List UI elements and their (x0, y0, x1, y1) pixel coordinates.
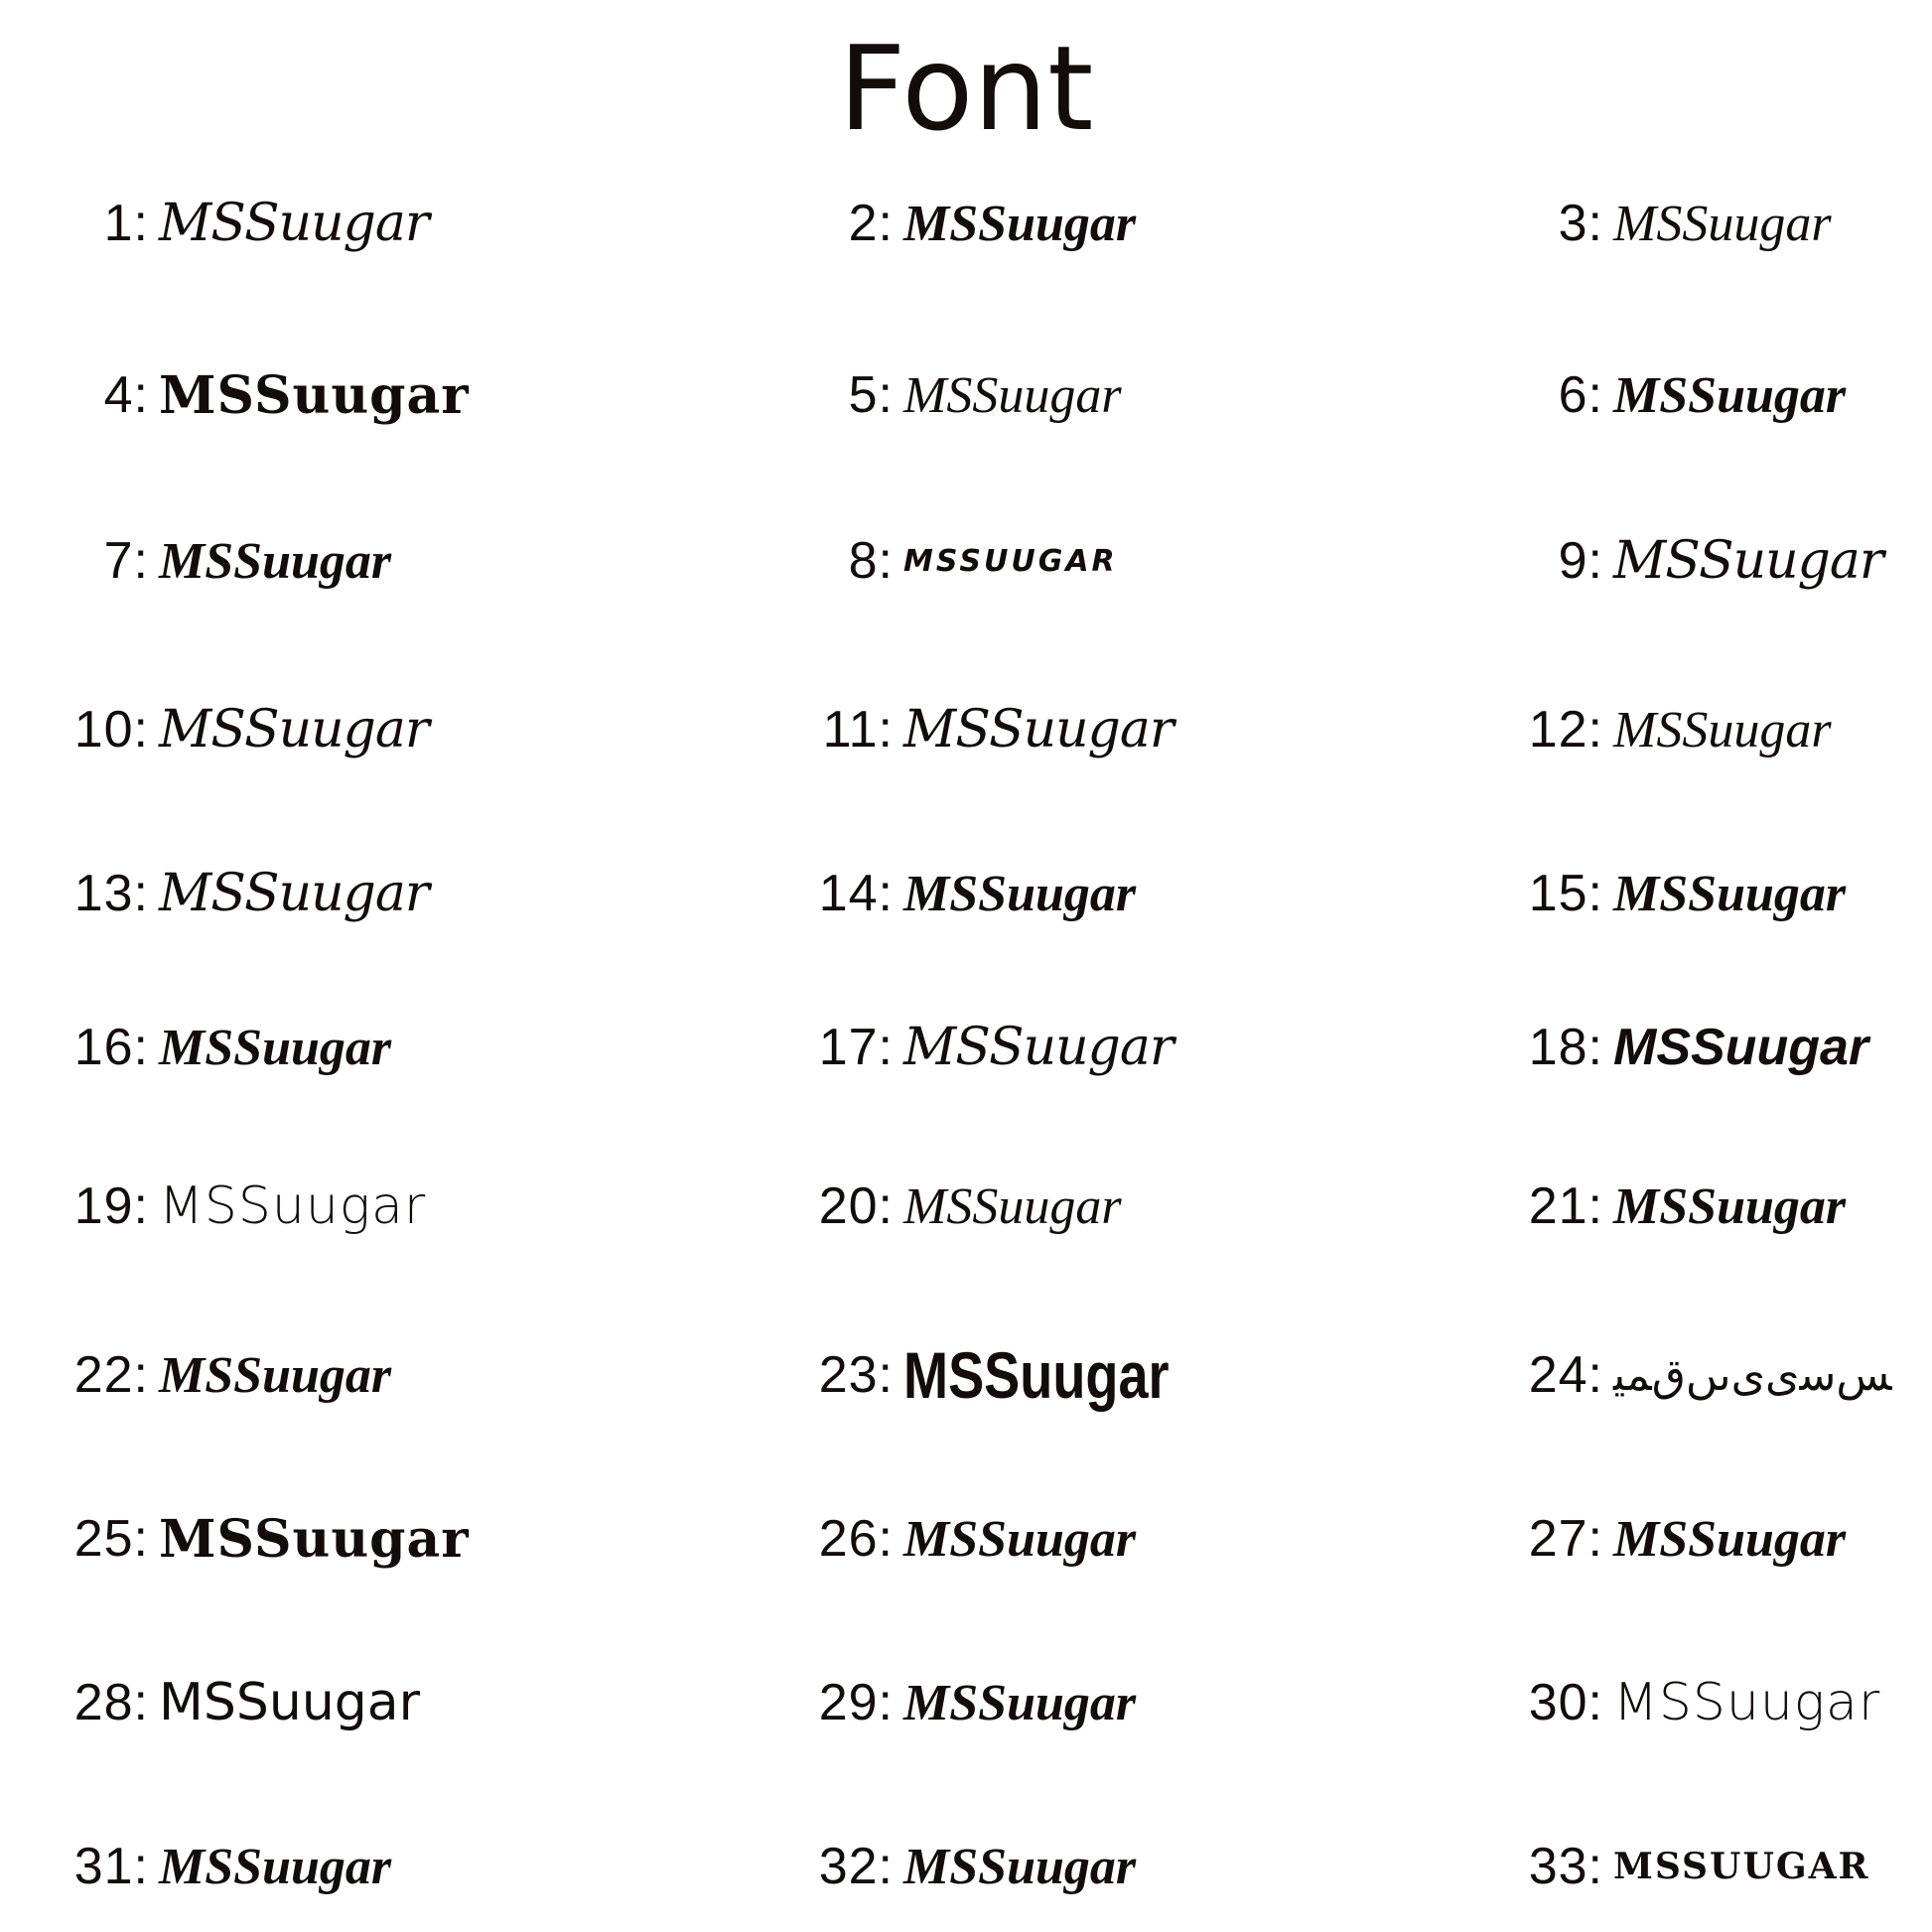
font-sample-number: 9: (1558, 532, 1603, 590)
font-sample-3 (1509, 179, 1883, 268)
font-sample-21 (1509, 1162, 1883, 1251)
font-sample-text: MSSuugar (159, 1176, 427, 1236)
font-sample-number: 19: (73, 1177, 149, 1235)
font-sample-text: MSSuugar (1613, 366, 1847, 424)
font-sample-27 (1509, 1494, 1883, 1584)
font-sample-text: MSSuugar (1613, 1177, 1847, 1235)
font-sample-26 (794, 1494, 1173, 1584)
font-sample-text: MSSUUGAR (903, 543, 1118, 579)
font-sample-number: 5: (848, 366, 894, 424)
font-sample-number: 20: (818, 1177, 894, 1235)
font-sample-11 (794, 685, 1173, 774)
font-sample-text: MSSuugar (159, 194, 429, 253)
font-sample-33 (1509, 1822, 1883, 1911)
font-sample-number: 22: (73, 1346, 149, 1404)
font-sample-text: MSSuugar (1613, 1673, 1881, 1732)
font-sample-number: 14: (818, 865, 894, 922)
font-sample-text: MSSuugar (1613, 701, 1832, 759)
font-sample-8 (794, 516, 1173, 606)
font-sample-32 (794, 1822, 1173, 1911)
font-sample-text: MSSuugar (159, 700, 429, 759)
font-sample-number: 31: (73, 1838, 149, 1895)
font-sample-number: 17: (818, 1019, 894, 1076)
font-sample-text: MSSuugar (903, 1510, 1137, 1568)
font-sample-number: 12: (1528, 701, 1603, 759)
font-sample-28 (58, 1658, 429, 1747)
font-sample-text: MSSuugar (1613, 531, 1883, 591)
font-sample-text: MSSuugar (159, 864, 429, 923)
font-sample-text: MSSuugar (1613, 1510, 1847, 1568)
font-sample-6 (1509, 350, 1883, 440)
font-sample-number: 16: (73, 1019, 149, 1076)
font-sample-text: MSSuugar (159, 1673, 421, 1732)
font-sample-29 (794, 1658, 1173, 1747)
font-sample-number: 4: (103, 366, 149, 424)
font-sample-text: MSSuugar (1613, 1019, 1869, 1076)
font-sample-18 (1509, 1003, 1883, 1092)
font-sample-number: 26: (818, 1510, 894, 1568)
font-sample-number: 2: (848, 195, 894, 252)
font-sample-number: 13: (73, 865, 149, 922)
font-sample-number: 33: (1528, 1838, 1603, 1895)
font-sample-25 (58, 1494, 470, 1584)
font-sample-number: 6: (1558, 366, 1603, 424)
font-sample-30 (1509, 1658, 1883, 1747)
font-sample-text: MSSuugar (903, 195, 1137, 252)
font-sample-19 (58, 1162, 429, 1251)
font-sample-4 (58, 350, 470, 440)
font-sample-14 (794, 849, 1173, 938)
font-sample-number: 27: (1528, 1510, 1603, 1568)
font-sample-text: MSSuugar (903, 1674, 1137, 1731)
font-sample-text: MSSuugar (159, 1346, 392, 1404)
page-title: Font (838, 20, 1094, 157)
font-sample-text: MSSUUGAR (1613, 1846, 1870, 1887)
font-sample-number: 28: (73, 1674, 149, 1731)
font-sample-number: 3: (1558, 195, 1603, 252)
font-sample-23 (794, 1330, 1173, 1420)
font-sample-number: 18: (1528, 1019, 1603, 1076)
font-sample-2 (794, 179, 1173, 268)
font-sample-13 (58, 849, 429, 938)
font-sample-text: MSSuugar (159, 1019, 392, 1076)
font-sample-text: MSSuugar (903, 1177, 1122, 1235)
font-sample-text: MSSuugar (159, 1838, 392, 1895)
font-sample-1 (58, 179, 429, 268)
font-sample-20 (794, 1162, 1173, 1251)
font-sample-12 (1509, 685, 1883, 774)
font-sample-number: 1: (103, 195, 149, 252)
font-sample-number: 8: (848, 532, 894, 590)
font-sample-15 (1509, 849, 1883, 938)
font-sample-22 (58, 1330, 429, 1420)
font-sample-text: MSSuugar (159, 364, 470, 426)
font-sample-text: ﺲﺳیﯼںںﻕﻤﯿ (1613, 1349, 1892, 1401)
font-sample-number: 11: (822, 701, 894, 759)
font-sample-17 (794, 1003, 1173, 1092)
font-sample-text: MSSuugar (903, 865, 1137, 922)
font-sample-10 (58, 685, 429, 774)
font-sample-number: 25: (73, 1510, 149, 1568)
font-sample-9 (1509, 516, 1883, 606)
font-sample-7 (58, 516, 429, 606)
font-sample-number: 7: (103, 532, 149, 590)
font-sample-text: MSSuugar (159, 532, 392, 590)
font-sample-number: 32: (818, 1838, 894, 1895)
font-sample-text: MSSuugar (903, 700, 1173, 759)
font-sample-31 (58, 1822, 429, 1911)
font-sample-text: MSSuugar (1613, 195, 1832, 252)
font-sample-text: MSSuugar (903, 1018, 1173, 1077)
font-sample-text: MSSuugar (903, 366, 1122, 424)
font-sample-text: MSSuugar (903, 1838, 1137, 1895)
font-sample-5 (794, 350, 1173, 440)
font-sample-number: 23: (818, 1346, 894, 1404)
font-sample-number: 30: (1528, 1674, 1603, 1731)
font-sample-number: 21: (1528, 1177, 1603, 1235)
font-sample-number: 29: (818, 1674, 894, 1731)
font-sample-text: MSSuugar (903, 1338, 1170, 1412)
font-sample-number: 10: (73, 701, 149, 759)
font-sample-text: MSSuugar (1613, 865, 1847, 922)
font-sample-text: MSSuugar (159, 1508, 470, 1570)
font-sample-16 (58, 1003, 429, 1092)
font-sample-number: 15: (1528, 865, 1603, 922)
font-sample-24 (1509, 1330, 1892, 1420)
font-sample-number: 24: (1528, 1346, 1603, 1404)
